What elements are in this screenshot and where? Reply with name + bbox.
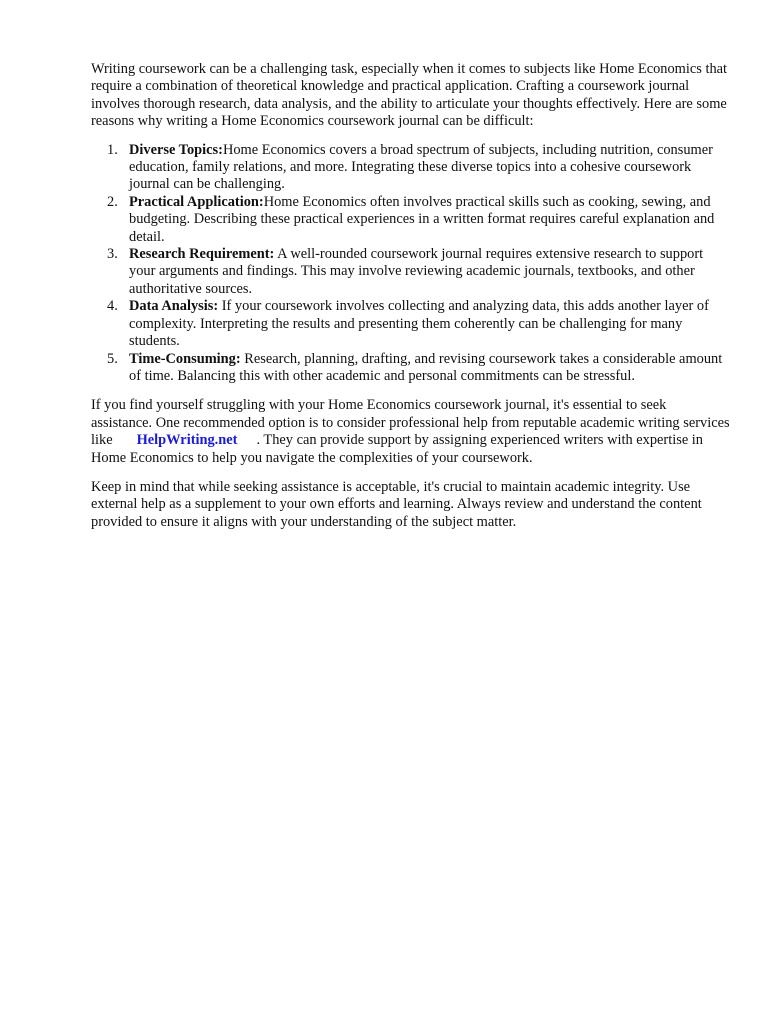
list-item-number: 3. bbox=[107, 246, 118, 263]
list-item-number: 4. bbox=[107, 298, 118, 315]
list-item-number: 5. bbox=[107, 350, 118, 367]
list-item-term: Data Analysis: bbox=[129, 298, 219, 315]
helpwriting-link[interactable]: HelpWriting.net bbox=[136, 432, 238, 449]
list-item-term: Research Requirement: bbox=[129, 246, 275, 263]
help-paragraph bbox=[91, 397, 731, 467]
list-item-text: If your coursework involves collecting and analyzing data, this adds another layer of complexity. Interpreting the results and presenting them coherently can be challenging for many students. bbox=[129, 298, 709, 350]
list-item-term: Diverse Topics: bbox=[129, 141, 223, 158]
intro-paragraph: Writing coursework can be a challenging task, especially when it comes to subjects like Home Economics that require a combination of theoretical knowledge and practical application. Crafting a coursework journal involves thorough research, data analysis, and the ability to articulate your thoughts effectively. Here are some reasons why writing a Home Economics coursework journal can be difficult: bbox=[91, 61, 728, 130]
list-item-number: 2. bbox=[107, 193, 118, 210]
list-item bbox=[91, 298, 731, 350]
reasons-list bbox=[91, 142, 731, 386]
list-item bbox=[91, 246, 731, 298]
list-item-term: Time-Consuming: bbox=[129, 350, 241, 367]
help-paragraph-before: If you find yourself struggling with your Home Economics coursework journal, it's essential to seek assistance. One recommended option is to consider professional help from reputable academic writing services like bbox=[91, 397, 730, 449]
closing-paragraph: Keep in mind that while seeking assistance is acceptable, it's crucial to maintain academic integrity. Use external help as a supplement to your own efforts and learning. Always review and understand the content provided to ensure it aligns with your understanding of the subject matter. bbox=[91, 478, 702, 530]
help-paragraph-after: . They can provide support by assigning experienced writers with expertise in Home Economics to help you navigate the complexities of your coursework. bbox=[91, 432, 703, 466]
list-item-number: 1. bbox=[107, 141, 118, 158]
list-item-text: A well-rounded coursework journal requires extensive research to support your arguments and findings. This may involve reviewing academic journals, textbooks, and other authoritative sources. bbox=[129, 246, 704, 297]
document-body bbox=[91, 61, 731, 531]
list-item bbox=[91, 351, 731, 386]
list-item-text: Home Economics covers a broad spectrum of subjects, including nutrition, consumer education, family relations, and more. Integrating these diverse topics into a cohesive coursework journal can be challenging. bbox=[129, 141, 713, 193]
list-item bbox=[91, 194, 731, 246]
list-item-term: Practical Application: bbox=[129, 193, 264, 210]
list-item-text: Research, planning, drafting, and revising coursework takes a considerable amount of time. Balancing this with other academic and personal commitments can be stressful. bbox=[129, 350, 723, 384]
list-item bbox=[91, 142, 731, 194]
list-item-text: Home Economics often involves practical skills such as cooking, sewing, and budgeting. Describing these practical experiences in a written format requires careful explanation and detail. bbox=[129, 193, 715, 245]
